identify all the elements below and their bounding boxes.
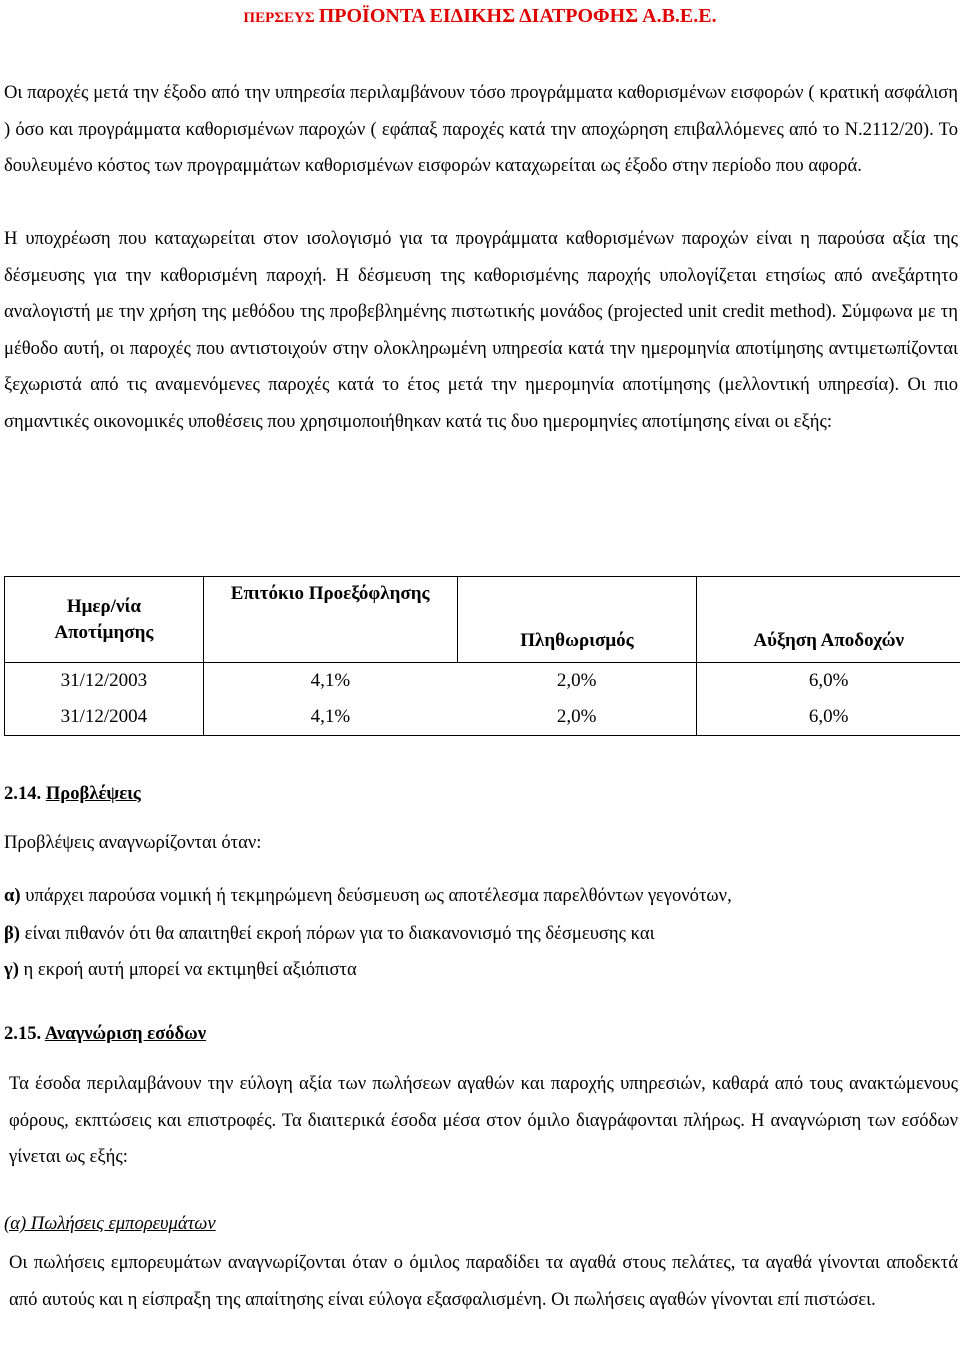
defined-contribution-paragraph: Οι παροχές μετά την έξοδο από την υπηρεσία περιλαμβάνουν τόσο προγράμματα καθορισμένων εισφορών ( κρατική ασφάλιση ) όσο και προγράμματα καθορισμένων παροχών ( εφάπαξ παροχές κατά την αποχώρηση επιβαλλόμενες από το Ν.2112/20). Το δουλευμένο κόστος των προγραμμάτων καθορισμένων εισφορών καταχωρείται ως έξοδο στην περίοδο που αφορά. bbox=[4, 82, 958, 176]
header-discount-rate: Επιτόκιο Προεξόφλησης bbox=[203, 577, 457, 663]
condition-text: είναι πιθανόν ότι θα απαιτηθεί εκροή πόρων για το διακανονισμό της δέσμευσης και bbox=[24, 923, 655, 944]
company-title: ΠΡΟΪΟΝΤΑ ΕΙΔΙΚΗΣ ΔΙΑΤΡΟΦΗΣ Α.Β.Ε.Ε. bbox=[318, 5, 717, 27]
condition-marker: β) bbox=[4, 923, 20, 944]
section-2-15-heading bbox=[4, 1023, 206, 1045]
condition-marker: γ) bbox=[4, 959, 19, 980]
goods-sales-subheading bbox=[4, 1213, 216, 1235]
company-brand: ΠΕΡΣΕΥΣ bbox=[243, 10, 315, 26]
goods-sales-paragraph: Οι πωλήσεις εμπορευμάτων αναγνωρίζονται όταν ο όμιλος παραδίδει τα αγαθά στους πελάτες, τα αγαθά γίνονται αποδεκτά από αυτούς και η είσπραξη της απαίτησης είναι εύλογα εξασφαλισμένη. Οι πωλήσεις αγαθών γίνονται επί πιστώσει. bbox=[9, 1252, 958, 1310]
actuarial-assumptions-table bbox=[4, 576, 960, 736]
table-row bbox=[5, 663, 960, 700]
cell-salary: 6,0% bbox=[697, 663, 960, 700]
page-header bbox=[0, 5, 960, 28]
cell-date: 31/12/2004 bbox=[5, 699, 204, 736]
condition-marker: α) bbox=[4, 885, 21, 906]
cell-date: 31/12/2003 bbox=[5, 663, 204, 700]
provision-condition-c bbox=[4, 959, 357, 981]
header-date-line1: Ημερ/νία bbox=[66, 595, 141, 617]
section-number: 2.14. bbox=[4, 783, 42, 804]
header-date-line2: Αποτίμησης bbox=[54, 621, 154, 643]
section-title: Προβλέψεις bbox=[45, 783, 141, 804]
condition-text: η εκροή αυτή μπορεί να εκτιμηθεί αξιόπιστα bbox=[23, 959, 357, 980]
subheading-text: (α) Πωλήσεις εμπορευμάτων bbox=[4, 1213, 216, 1234]
defined-benefit-paragraph: Η υποχρέωση που καταχωρείται στον ισολογισμό για τα προγράμματα καθορισμένων παροχών είναι η παρούσα αξία της δέσμευσης για την καθορισμένη παροχή. Η δέσμευση της καθορισμένης παροχής υπολογίζεται ετησίως από ανεξάρτητο αναλογιστή με την χρήση της μεθόδου της προβεβλημένης πιστωτικής μονάδος (projected unit credit method). Σύμφωνα με τη μέθοδο αυτή, οι παροχές που αντιστοιχούν στην ολοκληρωμένη υπηρεσία κατά την ημερομηνία αποτίμησης αντιμετωπίζονται ξεχωριστά από τις αναμενόμενες παροχές κατά το έτος μετά την ημερομηνία αποτίμησης (μελλοντική υπηρεσία). Οι πιο σημαντικές οικονομικές υποθέσεις που χρησιμοποιήθηκαν κατά τις δυο ημερομηνίες αποτίμησης είναι οι εξής: bbox=[4, 228, 958, 432]
cell-discount: 4,1% bbox=[203, 699, 457, 736]
section-number: 2.15. bbox=[4, 1023, 42, 1044]
provisions-intro: Προβλέψεις αναγνωρίζονται όταν: bbox=[4, 832, 262, 853]
header-salary-increase: Αύξηση Αποδοχών bbox=[697, 577, 960, 663]
cell-inflation: 2,0% bbox=[457, 699, 697, 736]
cell-discount: 4,1% bbox=[310, 670, 351, 691]
table-header-row bbox=[5, 577, 960, 663]
table-row bbox=[5, 699, 960, 736]
cell-inflation: 2,0% bbox=[556, 670, 597, 691]
header-inflation: Πληθωρισμός bbox=[457, 577, 697, 663]
section-title: Αναγνώριση εσόδων bbox=[44, 1023, 207, 1044]
provision-condition-b bbox=[4, 923, 655, 945]
section-2-14-heading bbox=[4, 783, 141, 805]
condition-text: υπάρχει παρούσα νομική ή τεκμηρώμενη δεύσμευση ως αποτέλεσμα παρελθόντων γεγονότων, bbox=[25, 885, 732, 906]
provision-condition-a bbox=[4, 885, 732, 907]
cell-salary: 6,0% bbox=[697, 699, 960, 736]
revenue-recognition-paragraph: Τα έσοδα περιλαμβάνουν την εύλογη αξία των πωλήσεων αγαθών και παροχής υπηρεσιών, καθαρά από τους ανακτώμενους φόρους, εκπτώσεις και επιστροφές. Τα διαιτερικά έσοδα μέσα στον όμιλο διαγράφονται πλήρως. Η αναγνώριση των εσόδων γίνεται ως εξής: bbox=[9, 1073, 958, 1167]
header-valuation-date bbox=[5, 577, 204, 663]
